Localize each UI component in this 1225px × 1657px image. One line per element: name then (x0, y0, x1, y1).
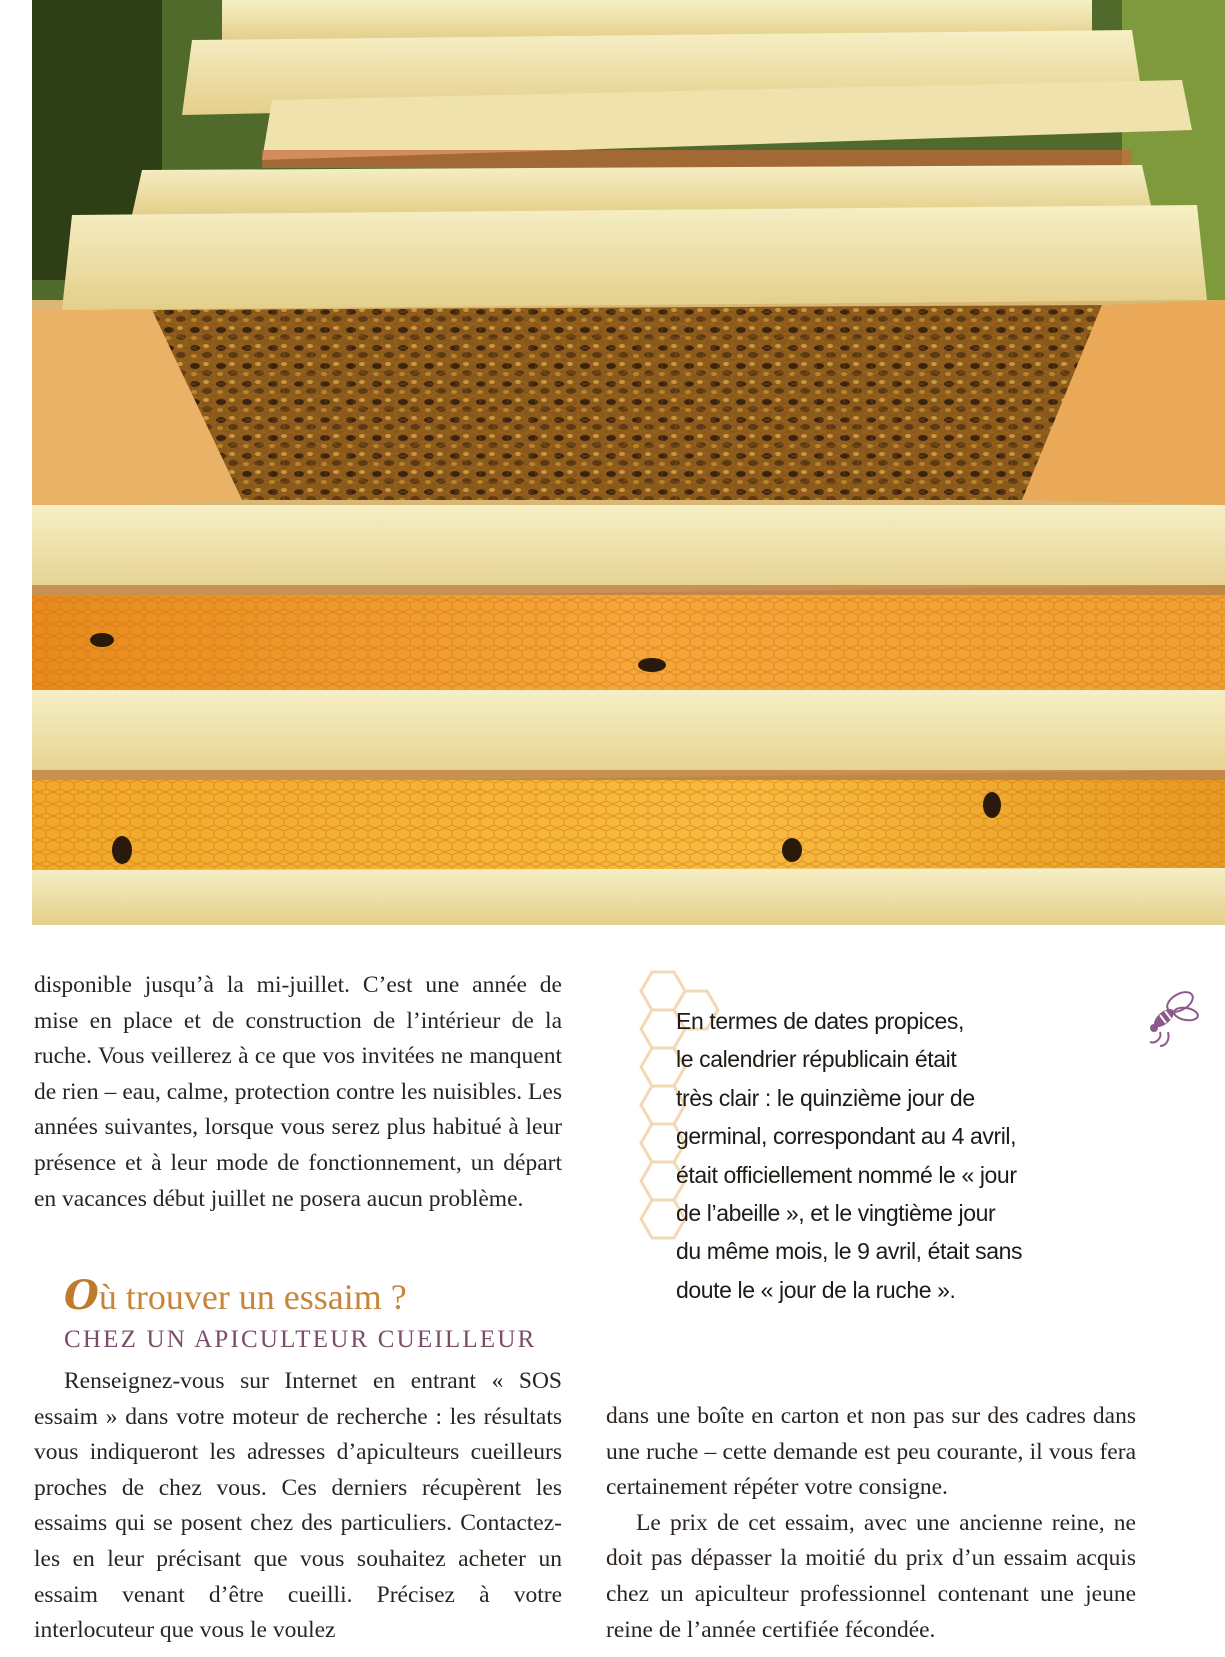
propolis-strip-3 (32, 770, 1225, 780)
left-column-top (34, 968, 562, 1217)
bee (782, 838, 802, 862)
right-column-bottom (606, 1399, 1136, 1648)
callout-line: le calendrier républicain était (676, 1046, 957, 1073)
left-column-bottom (34, 1364, 562, 1649)
heading-title: ù trouver un essaim ? (98, 1277, 407, 1317)
beehive-illustration (32, 0, 1225, 925)
sidebar-callout (630, 970, 1050, 1303)
section-subheading: CHEZ UN APICULTEUR CUEILLEUR (64, 1326, 537, 1353)
callout-line: doute le « jour de la ruche ». (676, 1276, 956, 1303)
comb-overlay-3 (32, 780, 1225, 870)
propolis-strip-2 (32, 585, 1225, 595)
callout-line: de l’abeille », et le vingtième jour (676, 1200, 996, 1227)
bee (638, 658, 666, 672)
bee (90, 633, 114, 647)
bee-ornament-icon (1140, 984, 1204, 1048)
body-paragraph: dans une boîte en carton et non pas sur des cadres dans une ruche – cette demande est peu courante, il vous fera certainement répéter votre consigne. (606, 1403, 1136, 1501)
callout-text (676, 1002, 1056, 1309)
body-paragraph: disponible jusqu’à la mi-juillet. C’est une année de mise en place et de construction de l’intérieur de la ruche. Vous veillerez à ce que vos invitées ne manquent de rien – eau, calme, protection contre les nuisibles. Les années suivantes, lorsque vous serez plus habitué à leur présence et à leur mode de fonctionnement, un départ en vacances début juillet ne posera aucun problème. (34, 972, 562, 1212)
section-heading (64, 1274, 584, 1318)
body-paragraph: Renseignez-vous sur Internet en entrant « SOS essaim » dans votre moteur de recherche : les résultats vous indiqueront les adresses d’apiculteurs cueilleurs proches de chez vous. Ces derniers récupèrent les essaims qui se posent chez des particuliers. Contactez-les en leur précisant que vous souhaitez acheter un essaim venant d’être cueilli. Précisez à votre interlocuteur que vous le voulez (34, 1368, 562, 1644)
frame-bar-bottom (32, 868, 1225, 925)
callout-line: du même mois, le 9 avril, était sans (676, 1238, 1023, 1265)
comb-overlay-1 (152, 305, 1102, 500)
callout-line: En termes de dates propices, (676, 1008, 964, 1034)
top-bar-main (62, 205, 1207, 310)
bee (983, 792, 1001, 818)
heading-dropcap: O (64, 1272, 99, 1319)
callout-line: très clair : le quinzième jour de (676, 1084, 975, 1111)
body-paragraph: Le prix de cet essaim, avec une ancienne reine, ne doit pas dépasser la moitié du prix d’un essaim acquis chez un apiculteur professionnel contenant une jeune reine de l’année certifiée fécondée. (606, 1509, 1136, 1643)
comb-overlay-2 (32, 595, 1225, 690)
propolis-edge (262, 150, 1132, 168)
bee (112, 836, 132, 864)
beehive-photo (32, 0, 1225, 925)
callout-line: germinal, correspondant au 4 avril, (676, 1123, 1017, 1150)
callout-line: était officiellement nommé le « jour (676, 1161, 1017, 1188)
